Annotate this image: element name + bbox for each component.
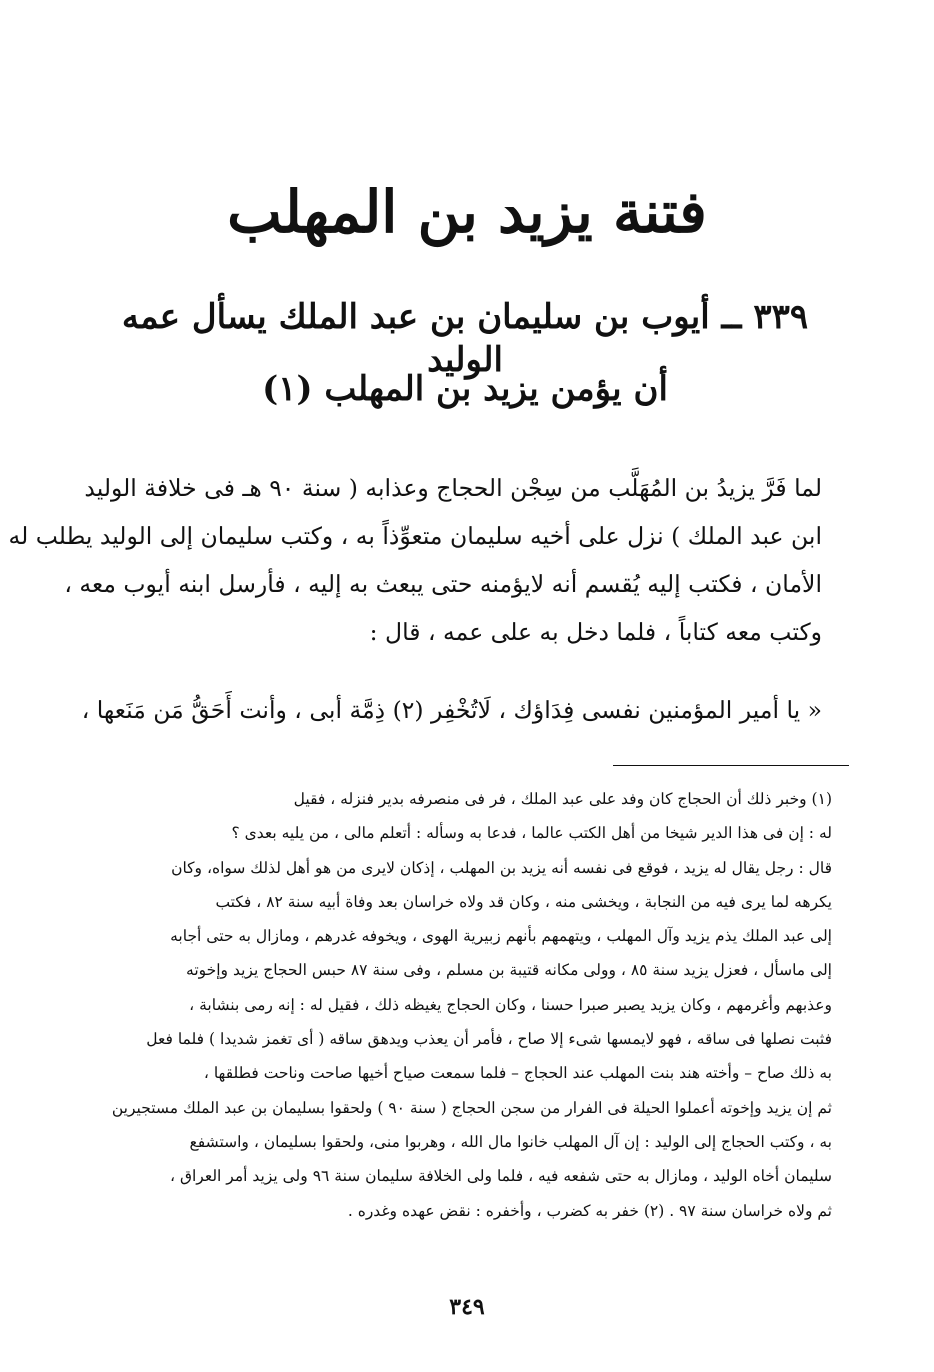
footnote-line: قال : رجل يقال له يزيد ، فوقع فى نفسه أنه يزيد بن المهلب ، إذكان لايرى من هو أهل لذلك سواه، وكان (171, 858, 832, 877)
footnote-line: به ، وكتب الحجاج إلى الوليد : إن آل المهلب خانوا مال الله ، وهربوا منى، ولحقوا بسليمان ، واستشفع (189, 1132, 832, 1151)
body-paragraph (8, 464, 822, 656)
section-title: ٣٣٩ ــ أيوب بن سليمان بن عبد الملك يسأل عمه الوليد (121, 297, 809, 380)
footnote-line: ثم ولاه خراسان سنة ٩٧ . (٢) خفر به كضرب ، وأخفره : نقض عهده وغدره . (347, 1201, 832, 1220)
footnote-line: وعذبهم وأغرمهم ، وكان يزيد يصبر صبرا حسنا ، وكان الحجاج يغيظه ذلك ، فقيل له : إنه رمى بنشابة ، (189, 995, 832, 1014)
footnotes (108, 782, 832, 1228)
footnote-line: فثبت نصلها فى ساقه ، فهو لايمسها شىء إلا صاح ، فأمر أن يعذب ويدهق ساقه ( أى تغمز شديدا ) فلما فعل (146, 1030, 832, 1049)
footnote-line: سليمان أخاه الوليد ، ومازال به حتى شفعه فيه ، فلما ولى الخلافة سليمان سنة ٩٦ ولى يزيد أمر العراق ، (170, 1167, 832, 1186)
body-line: لما فَرَّ يزيدُ بن المُهَلَّب من سِجْن الحجاج وعذابه ( سنة ٩٠ هـ فى خلافة الوليد (84, 474, 822, 502)
chapter-title: فتنة يزيد بن المهلب (227, 178, 707, 246)
section-subtitle: أن يؤمن يزيد بن المهلب (١) (262, 369, 668, 409)
footnote-line: له : إن فى هذا الدير شيخا من أهل الكتب عالما ، فدعا به وسأله : أتعلم مالى ، من يليه بعدى ؟ (231, 824, 832, 843)
footnote-line: إلى ماسأل ، فعزل يزيد سنة ٨٥ ، وولى مكانه قتيبة بن مسلم ، وفى سنة ٨٧ حبس الحجاج يزيد وإخوته (186, 961, 832, 980)
footnote-line: إلى عبد الملك يذم يزيد وآل المهلب ، ويتهمهم بأنهم زبيرية الهوى ، ويخوفه غدرهم ، ومازال به حتى أجابه (170, 927, 832, 946)
footnote-line: ثم إن يزيد وإخوته أعملوا الحيلة فى الفرار من سجن الحجاج ( سنة ٩٠ ) ولحقوا بسليمان بن عبد الملك مستجيرين (111, 1098, 832, 1117)
body-line: ابن عبد الملك ) نزل على أخيه سليمان متعوِّذاً به ، وكتب سليمان إلى الوليد يطلب له (8, 522, 822, 550)
footnote-line: يكرهه لما يرى فيه من النجابة ، ويخشى منه ، وكان قد ولاه خراسان بعد وفاة أبيه سنة ٨٢ ، فكتب (215, 892, 832, 911)
body-line: وكتب معه كتاباً ، فلما دخل به على عمه ، قال : (369, 618, 822, 646)
page-number: ٣٤٩ (449, 1294, 485, 1320)
body-line: الأمان ، فكتب إليه يُقسم أنه لايؤمنه حتى يبعث به إليه ، فأرسل ابنه أيوب معه ، (64, 570, 822, 598)
footnote-divider (613, 765, 849, 766)
footnote-line: به ذلك صاح – وأخته هند بنت المهلب عند الحجاج – فلما سمعت صياح أخيها صاحت وناحت فطلقها ، (203, 1064, 832, 1083)
quote-line: « يا أمير المؤمنين نفسى فِدَاؤك ، لَاتُخْفِر (٢) ذِمَّة أبى ، وأنت أَحَقُّ مَن مَنَعها ، (81, 696, 822, 724)
footnote-line: (١) وخبر ذلك أن الحجاج كان وفد على عبد الملك ، فر فى منصرفه بدير فنزله ، فقيل (293, 790, 832, 808)
